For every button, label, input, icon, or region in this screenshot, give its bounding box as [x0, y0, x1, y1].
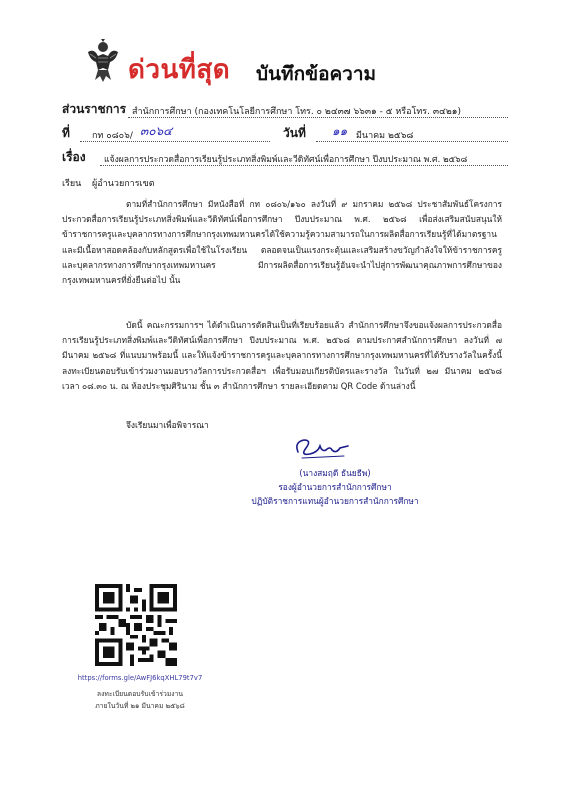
- subject-label: เรื่อง: [62, 150, 86, 164]
- signature-block: [250, 466, 420, 508]
- closing-text: จึงเรียนมาเพื่อพิจารณา: [126, 420, 209, 430]
- signer-position-2: ปฏิบัติราชการแทนผู้อำนวยการสำนักการศึกษา: [251, 496, 419, 506]
- qr-code-icon[interactable]: [95, 584, 177, 666]
- paragraph-2-text: บัดนี้ คณะกรรมการฯ ได้ดำเนินการตัดสินเป็นที่เรียบร้อยแล้ว สำนักการศึกษาจึงขอแจ้งผลการประกวดสื่อการเรียนรู้ประเภทสิ่งพิมพ์และวีดิทัศน์เพื่อการศึกษา ปีงบประมาณ พ.ศ. ๒๕๖๘ ตามประกาศสำนักการศึกษา ลงวันที่ ๗ มีนาคม ๒๕๖๘ ที่แนบมาพร้อมนี้ และให้แจ้งข้าราชการครูและบุคลากรทางการศึกษากรุงเทพมหานครที่ได้รับรางวัลในครั้งนี้ ลงทะเบียนตอบรับเข้าร่วมงานมอบรางวัลการประกวดสื่อฯ เพื่อรับมอบเกียรติบัตรและรางวัล ในวันที่ ๒๗ มีนาคม ๒๕๖๘ เวลา ๐๘.๓๐ น. ณ ห้องประชุมศิรินาม ชั้น ๓ สำนักการศึกษา รายละเอียดตาม QR Code ด้านล่างนี้: [62, 320, 502, 391]
- doc-no-handwritten: ๓๐๖๔: [140, 124, 173, 138]
- signer-name: (นางสมฤดี ธันยธีพ): [299, 468, 371, 478]
- paragraph-1-text: ตามที่สำนักการศึกษา มีหนังสือที่ กท ๐๘๐๖/๑๖๐ ลงวันที่ ๙ มกราคม ๒๕๖๘ ประชาสัมพันธ์โครงการประกวดสื่อการเรียนรู้ประเภทสิ่งพิมพ์และวีดิทัศน์เพื่อการศึกษา ปีงบประมาณ พ.ศ. ๒๕๖๘ เพื่อส่งเสริมสนับสนุนให้ข้าราชการครูและบุคลากรทางการศึกษากรุงเทพมหานครได้ใช้ความรู้ความสามารถในการผลิตสื่อการเรียนรู้ที่ได้มาตรฐาน และมีเนื้อหาสอดคล้องกับหลักสูตรเพื่อใช้ในโรงเรียน ตลอดจนเป็นแรงกระตุ้นและเสริมสร้างขวัญกำลังใจให้ข้าราชการครูและบุคลากรทางการศึกษากรุงเทพมหานคร มีการผลิตสื่อการเรียนรู้อันจะนำไปสู่การพัฒนาคุณภาพการศึกษาของกรุงเทพมหานครที่ยั่งยืนต่อไป นั้น: [62, 199, 502, 286]
- doc-no-label: ที่: [62, 126, 70, 140]
- body-paragraph-1: [62, 197, 502, 288]
- agency-value: สำนักการศึกษา (กองเทคโนโลยีการศึกษา โทร. ๐ ๒๔๓๗ ๖๖๓๑ - ๕ หรือโทร. ๓๔๒๑): [132, 107, 461, 117]
- salutation-label: เรียน: [62, 179, 82, 189]
- salutation-value: ผู้อำนวยการเขต: [92, 179, 155, 189]
- memo-title: บันทึกข้อความ: [256, 63, 377, 85]
- urgent-stamp: ด่วนที่สุด: [128, 55, 231, 85]
- date-rest: มีนาคม ๒๕๖๘: [356, 131, 414, 141]
- garuda-emblem-icon: [86, 38, 120, 84]
- signer-position-1: รองผู้อำนวยการสำนักการศึกษา: [278, 482, 392, 492]
- date-day-handwritten: ๑๑: [332, 124, 348, 138]
- qr-link[interactable]: https://forms.gle/AwFJ6kqXHL79t7v7: [77, 674, 203, 682]
- agency-label: ส่วนราชการ: [62, 102, 127, 116]
- qr-note-1: ลงทะเบียนตอบรับเข้าร่วมงาน: [96, 690, 184, 698]
- doc-no-value: กท ๐๘๐๖/: [92, 131, 133, 141]
- date-label: วันที่: [283, 126, 306, 140]
- handwritten-signature: [292, 432, 352, 462]
- body-paragraph-2: [62, 318, 502, 394]
- qr-note-2: ภายในวันที่ ๒๑ มีนาคม ๒๕๖๘: [95, 702, 185, 710]
- subject-value: แจ้งผลการประกวดสื่อการเรียนรู้ประเภทสิ่งพิมพ์และวีดิทัศน์เพื่อการศึกษา ปีงบประมาณ พ.ศ. ๒๕๖๘: [104, 155, 468, 165]
